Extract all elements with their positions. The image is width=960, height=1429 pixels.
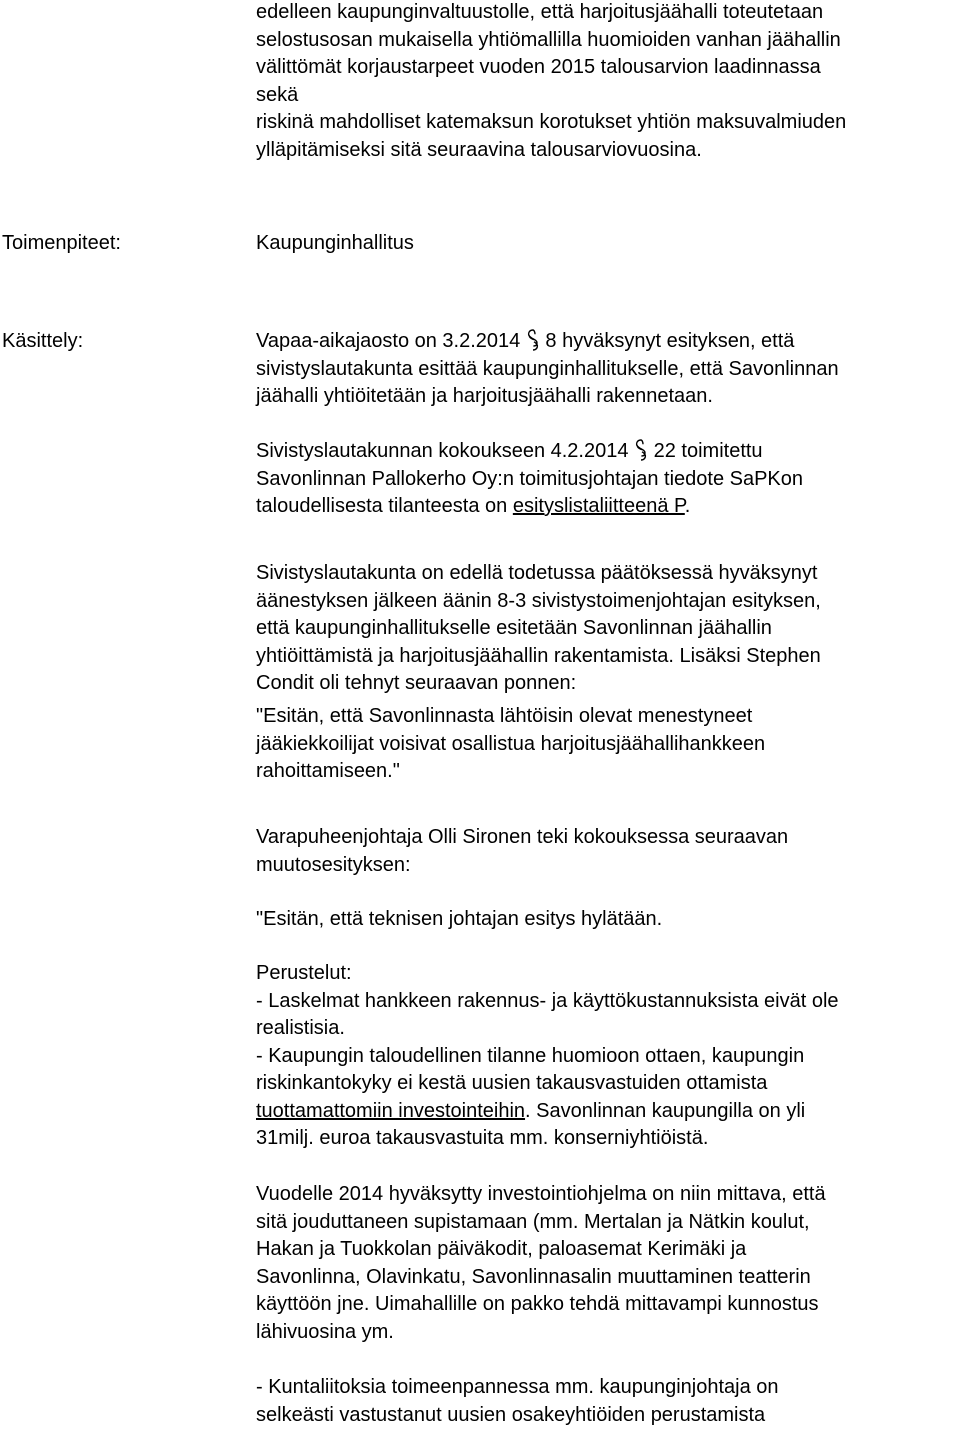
text-line: - Kaupungin taloudellinen tilanne huomioon ottaen, kaupungin [256, 1044, 805, 1067]
text-line: sivistyslautakunta esittää kaupunginhallitukselle, että Savonlinnan [256, 357, 839, 380]
text-line: ylläpitämiseksi sitä seuraavina talousarviovuosina. [256, 138, 702, 161]
text-line: lähivuosina ym. [256, 1320, 394, 1343]
section-sign-icon [526, 329, 540, 351]
decision-paragraph [256, 560, 956, 698]
text-line: äänestyksen jälkeen äänin 8-3 sivistystoimenjohtajan esityksen, [256, 589, 821, 612]
text-line: käyttöön jne. Uimahallille on pakko tehdä mittavampi kunnostus [256, 1293, 819, 1315]
text-line [256, 328, 956, 356]
text-line: Vuodelle 2014 hyväksytty investointiohjelma on niin mittava, että [256, 1183, 826, 1205]
text-line: "Esitän, että Savonlinnasta lähtöisin olevat menestyneet [256, 705, 753, 727]
perustelut-section [256, 960, 956, 1153]
proposal-quote: "Esitän, että teknisen johtajan esitys hylätään. [256, 908, 663, 930]
text-line: yhtiöittämistä ja harjoitusjäähallin rakentamista. Lisäksi Stephen [256, 644, 821, 667]
quote-paragraph [256, 703, 956, 786]
investments-link[interactable]: tuottamattomiin investointeihin [256, 1099, 526, 1122]
text-line: - Kuntaliitoksia toimeenpannessa mm. kaupunginjohtaja on [256, 1376, 779, 1398]
text-line: sekä [256, 83, 299, 106]
section-sign-icon [634, 439, 648, 461]
text-line [256, 1098, 956, 1126]
text-segment: Vapaa-aikajaosto on 3.2.2014 [256, 330, 521, 352]
text-line: 31milj. euroa takausvastuita mm. konserniyhtiöistä. [256, 1127, 709, 1149]
text-line: välittömät korjaustarpeet vuoden 2015 talousarvion laadinnassa [256, 56, 821, 78]
text-line: riskinkantokyky ei kestä uusien takausvastuiden ottamista [256, 1072, 768, 1094]
proposal-paragraph [256, 824, 956, 879]
text-segment: . Savonlinnan kaupungilla on yli [525, 1099, 806, 1122]
intro-paragraph [256, 0, 956, 164]
text-line: realistisia. [256, 1017, 345, 1039]
kasittely-label: Käsittely: [2, 330, 84, 352]
text-line: Condit oli tehnyt seuraavan ponnen: [256, 672, 577, 694]
text-line [256, 493, 956, 521]
text-line: Savonlinnan Pallokerho Oy:n toimitusjohtajan tiedote SaPKon [256, 467, 804, 490]
investment-paragraph [256, 1181, 956, 1346]
text-line: että kaupunginhallitukselle esitetään Savonlinnan jäähallin [256, 617, 772, 639]
text-line: jäähalli yhtiöitetään ja harjoitusjäähalli rakennetaan. [256, 385, 713, 407]
toimenpiteet-value: Kaupunginhallitus [256, 232, 414, 254]
text-line: - Laskelmat hankkeen rakennus- ja käyttökustannuksista eivät ole [256, 989, 839, 1012]
text-segment: taloudellisesta tilanteesta on [256, 495, 513, 517]
toimenpiteet-label: Toimenpiteet: [2, 232, 121, 254]
text-line: riskinä mahdolliset katemaksun korotukset yhtiön maksuvalmiuden [256, 111, 847, 133]
kasittely-paragraph-2 [256, 438, 956, 521]
attachment-link[interactable]: esityslistaliitteenä P [512, 495, 685, 517]
text-line: selkeästi vastustanut uusien osakeyhtiöiden perustamista [256, 1403, 766, 1426]
text-line: Varapuheenjohtaja Olli Sironen teki kokouksessa seuraavan [256, 826, 789, 848]
text-line: Hakan ja Tuokkolan päiväkodit, paloasemat Kerimäki ja [256, 1238, 747, 1260]
kasittely-paragraph-1 [256, 328, 956, 411]
perustelut-heading: Perustelut: [256, 962, 352, 984]
text-line: Sivistyslautakunta on edellä todetussa päätöksessä hyväksynyt [256, 562, 818, 584]
text-segment: 8 hyväksynyt esityksen, että [545, 330, 795, 352]
text-line: rahoittamiseen." [256, 760, 400, 782]
text-line: jääkiekkoilijat voisivat osallistua harjoitusjäähallihankkeen [256, 732, 766, 755]
text-line: selostusosan mukaisella yhtiömallilla huomioiden vanhan jäähallin [256, 28, 841, 51]
merger-paragraph [256, 1374, 956, 1429]
text-segment: . [684, 495, 691, 517]
text-segment: Sivistyslautakunnan kokoukseen 4.2.2014 [256, 440, 629, 462]
text-line [256, 438, 956, 466]
text-line: Savonlinna, Olavinkatu, Savonlinnasalin muuttaminen teatterin [256, 1265, 811, 1288]
text-line: muutosesityksen: [256, 853, 411, 876]
text-line: sitä jouduttaneen supistamaan (mm. Mertalan ja Nätkin koulut, [256, 1210, 810, 1233]
text-segment: 22 toimitettu [653, 440, 763, 462]
text-line: edelleen kaupunginvaltuustolle, että harjoitusjäähalli toteutetaan [256, 1, 824, 23]
